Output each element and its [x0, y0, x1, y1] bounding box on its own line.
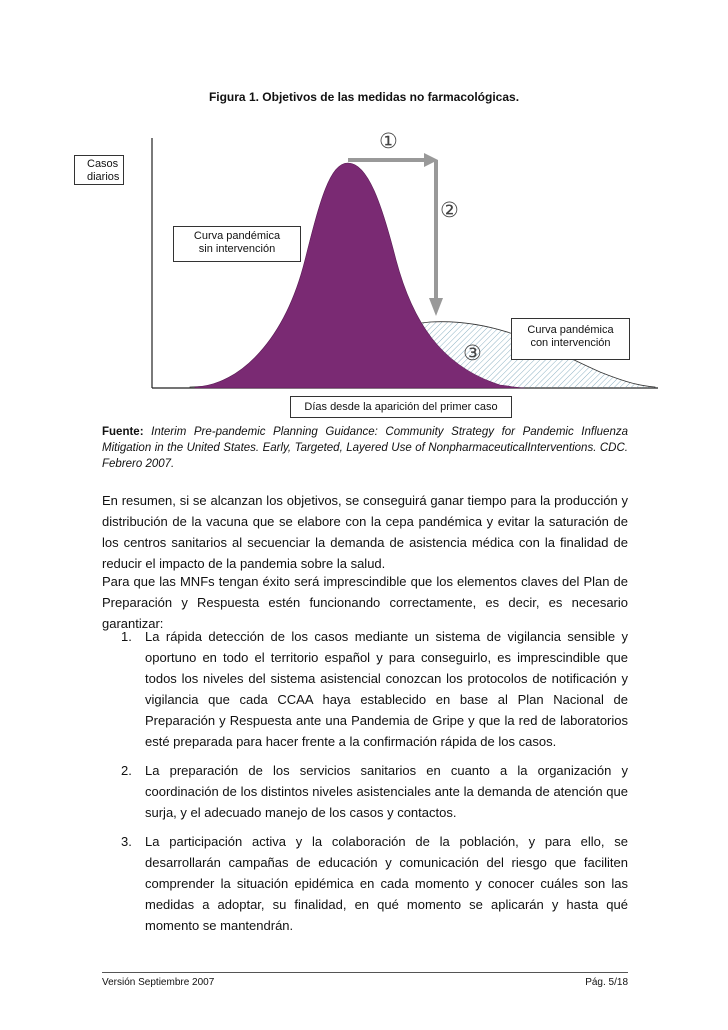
- source-lead: Fuente:: [102, 426, 144, 438]
- footer-divider: [102, 972, 628, 973]
- with-intervention-label-line1: Curva pandémica: [527, 324, 614, 336]
- list-item: [102, 626, 628, 752]
- with-intervention-label-box: [511, 318, 630, 360]
- list-item-text: La preparación de los servicios sanitarios en cuanto a la organización y coordinación de los distintos niveles asistenciales ante la demanda de atención que surja, y el adecuado manejo de los casos y contactos.: [145, 763, 628, 820]
- list-item-number: 3.: [121, 834, 132, 849]
- no-intervention-label-line2: sin intervención: [198, 243, 276, 255]
- marker-2: ②: [440, 198, 459, 222]
- list-item-text: La participación activa y la colaboración de la población, y para ello, se desarrollarán campañas de educación y comunicación del riesgo que faciliten comprender la situación epidémica en cada momento y conocer cuáles son las medidas a adoptar, su finalidad, en qué momento se aplicarán y hasta qué momento se mantendrán.: [145, 834, 628, 933]
- no-intervention-label-line1: Curva pandémica: [193, 230, 281, 242]
- marker-1: ①: [379, 129, 398, 153]
- with-intervention-label-line2: con intervención: [530, 337, 611, 349]
- y-axis-label: Casos diarios: [87, 158, 120, 183]
- list-item: [102, 831, 628, 936]
- list-item-number: 1.: [121, 629, 132, 644]
- x-axis-label-box: [290, 396, 512, 418]
- list-item: [102, 760, 628, 823]
- x-axis-label: Días desde la aparición del primer caso: [304, 401, 498, 413]
- paragraph-summary: En resumen, si se alcanzan los objetivos, se conseguirá ganar tiempo para la producción y distribución de la vacuna que se elabore con la cepa pandémica y evitar la saturación de los centros sanitarios al secuenciar la demanda de asistencia médica con la finalidad de reducir el impacto de la pandemia sobre la salud.: [102, 493, 628, 571]
- no-intervention-label-box: [173, 226, 301, 262]
- paragraph-requirements: Para que las MNFs tengan éxito será imprescindible que los elementos claves del Plan de Preparación y Respuesta estén funcionando correctamente, es decir, es necesario garantizar:: [102, 574, 628, 631]
- footer-version: Versión Septiembre 2007: [102, 977, 215, 988]
- source-citation: Interim Pre-pandemic Planning Guidance: Community Strategy for Pandemic Influenza Mitigation in the United States. Early, Targeted, Layered Use of NonpharmaceuticalInterventions. CDC. Febrero 2007.: [102, 426, 628, 470]
- arrow-reduce-peak-head: [429, 298, 443, 316]
- figure-title: Figura 1. Objetivos de las medidas no farmacológicas.: [208, 90, 520, 104]
- footer-page-number: Pág. 5/18: [585, 977, 628, 988]
- y-axis-label-box: [74, 155, 124, 185]
- requirements-list: [102, 626, 628, 944]
- figure-source: [102, 424, 628, 472]
- epidemic-curves-diagram: [0, 0, 728, 430]
- list-item-number: 2.: [121, 763, 132, 778]
- list-item-text: La rápida detección de los casos mediante un sistema de vigilancia sensible y oportuno en todo el territorio español y para conseguirlo, es imprescindible que todos los niveles del sistema asistencial conozcan los protocolos de notificación y vigilancia que cada CCAA haya establecido en base al Plan Nacional de Preparación y Respuesta ante una Pandemia de Gripe y que la red de laboratorios esté preparada para hacer frente a la confirmación rápida de los casos.: [145, 629, 628, 749]
- marker-3: ③: [463, 341, 482, 365]
- figure-diagram: [0, 0, 728, 430]
